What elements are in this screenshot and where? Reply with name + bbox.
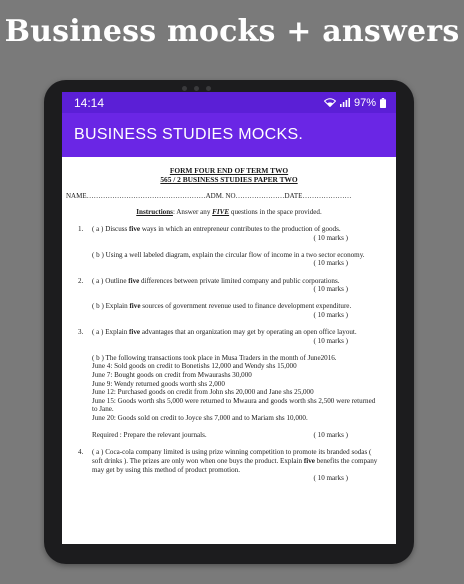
status-bar xyxy=(62,92,396,113)
emphasis-five: five xyxy=(129,328,141,337)
emphasis-five: five xyxy=(128,276,140,285)
app-title: BUSINESS STUDIES MOCKS. xyxy=(74,126,304,143)
marks: ( 10 marks ) xyxy=(313,285,348,294)
marks: ( 10 marks ) xyxy=(313,259,348,268)
marks: ( 10 marks ) xyxy=(313,310,348,319)
battery-icon xyxy=(380,98,386,108)
question-part-a: ( a ) Outline five differences between private limited company and public corporations. xyxy=(92,276,340,285)
doc-heading: FORM FOUR END OF TERM TWO xyxy=(169,166,289,175)
question-3 xyxy=(66,328,392,439)
question-2 xyxy=(66,277,392,320)
question-part-b: ( b ) The following transactions took place in Musa Traders in the month of June2016. xyxy=(92,353,337,362)
signal-icon xyxy=(340,98,350,107)
transaction-line: June 15: Goods worth shs 5,000 were returned to Mwaura and goods worth shs 2,500 were returned to Jane. xyxy=(92,396,376,414)
transaction-line: June 4: Sold goods on credit to Bonetishs 12,000 and Wendy shs 15,000 xyxy=(92,362,297,371)
status-icons xyxy=(324,97,386,109)
emphasis-five: five xyxy=(303,457,315,466)
instructions-text-a: : Answer any xyxy=(172,207,213,216)
question-4 xyxy=(66,448,392,483)
question-number: 2. xyxy=(78,276,84,285)
required-text: Required : Prepare the relevant journals. xyxy=(92,430,207,439)
wifi-icon xyxy=(324,98,336,107)
transaction-line: June 9: Wendy returned goods worth shs 2,000 xyxy=(92,379,225,388)
emphasis-five: five xyxy=(129,302,141,311)
question-part-a: ( a ) Explain five advantages that an organization may get by operating an open office layout. xyxy=(92,328,357,337)
question-1 xyxy=(66,225,392,268)
question-number: 3. xyxy=(78,328,84,337)
marks: ( 10 marks ) xyxy=(313,474,348,483)
marks: ( 10 marks ) xyxy=(313,233,348,242)
document-page[interactable] xyxy=(62,166,396,544)
question-part-a: ( a ) Coca-cola company limited is using prize winning competition to promote its branded sodas ( soft drinks ). The prizes are only won when one buys the product. Explain five benefits the company may get by using this method of product promotion. xyxy=(92,448,378,474)
camera-dots xyxy=(182,86,211,91)
transaction-line: June 7: Bought goods on credit from Mwaurashs 30,000 xyxy=(92,370,252,379)
question-part-b: ( b ) Explain five sources of government revenue used to finance development expenditure. xyxy=(92,302,352,311)
instructions-text-b: questions in the space provided. xyxy=(229,207,322,216)
instructions-label: Instructions xyxy=(136,207,173,216)
marks: ( 10 marks ) xyxy=(313,430,348,439)
transaction-line: June 20: Goods sold on credit to Joyce shs 7,000 and to Mariam shs 10,000. xyxy=(92,414,308,423)
question-number: 1. xyxy=(78,225,84,234)
question-part-b: ( b ) Using a well labeled diagram, explain the circular flow of income in a two sector economy. xyxy=(92,250,365,259)
transaction-line: June 12: Purchased goods on credit from John shs 20,000 and Jane shs 25,000 xyxy=(92,388,314,397)
instructions xyxy=(66,208,392,217)
status-time: 14:14 xyxy=(74,95,105,110)
instructions-five: FIVE xyxy=(212,207,230,216)
battery-percent: 97% xyxy=(353,96,376,109)
question-part-a: ( a ) Discuss five ways in which an entrepreneur contributes to the production of goods. xyxy=(92,225,341,234)
required-line xyxy=(92,431,382,440)
phone-screen xyxy=(62,92,396,544)
doc-subheading: 565 / 2 BUSINESS STUDIES PAPER TWO xyxy=(160,175,298,185)
headline: Business mocks + answers xyxy=(4,14,460,49)
name-line: NAME……………………………………………ADM. NO…………………DATE………………… xyxy=(66,192,352,201)
emphasis-five: five xyxy=(129,225,141,234)
marks: ( 10 marks ) xyxy=(313,337,348,345)
app-bar xyxy=(62,113,396,157)
question-number: 4. xyxy=(78,448,84,457)
